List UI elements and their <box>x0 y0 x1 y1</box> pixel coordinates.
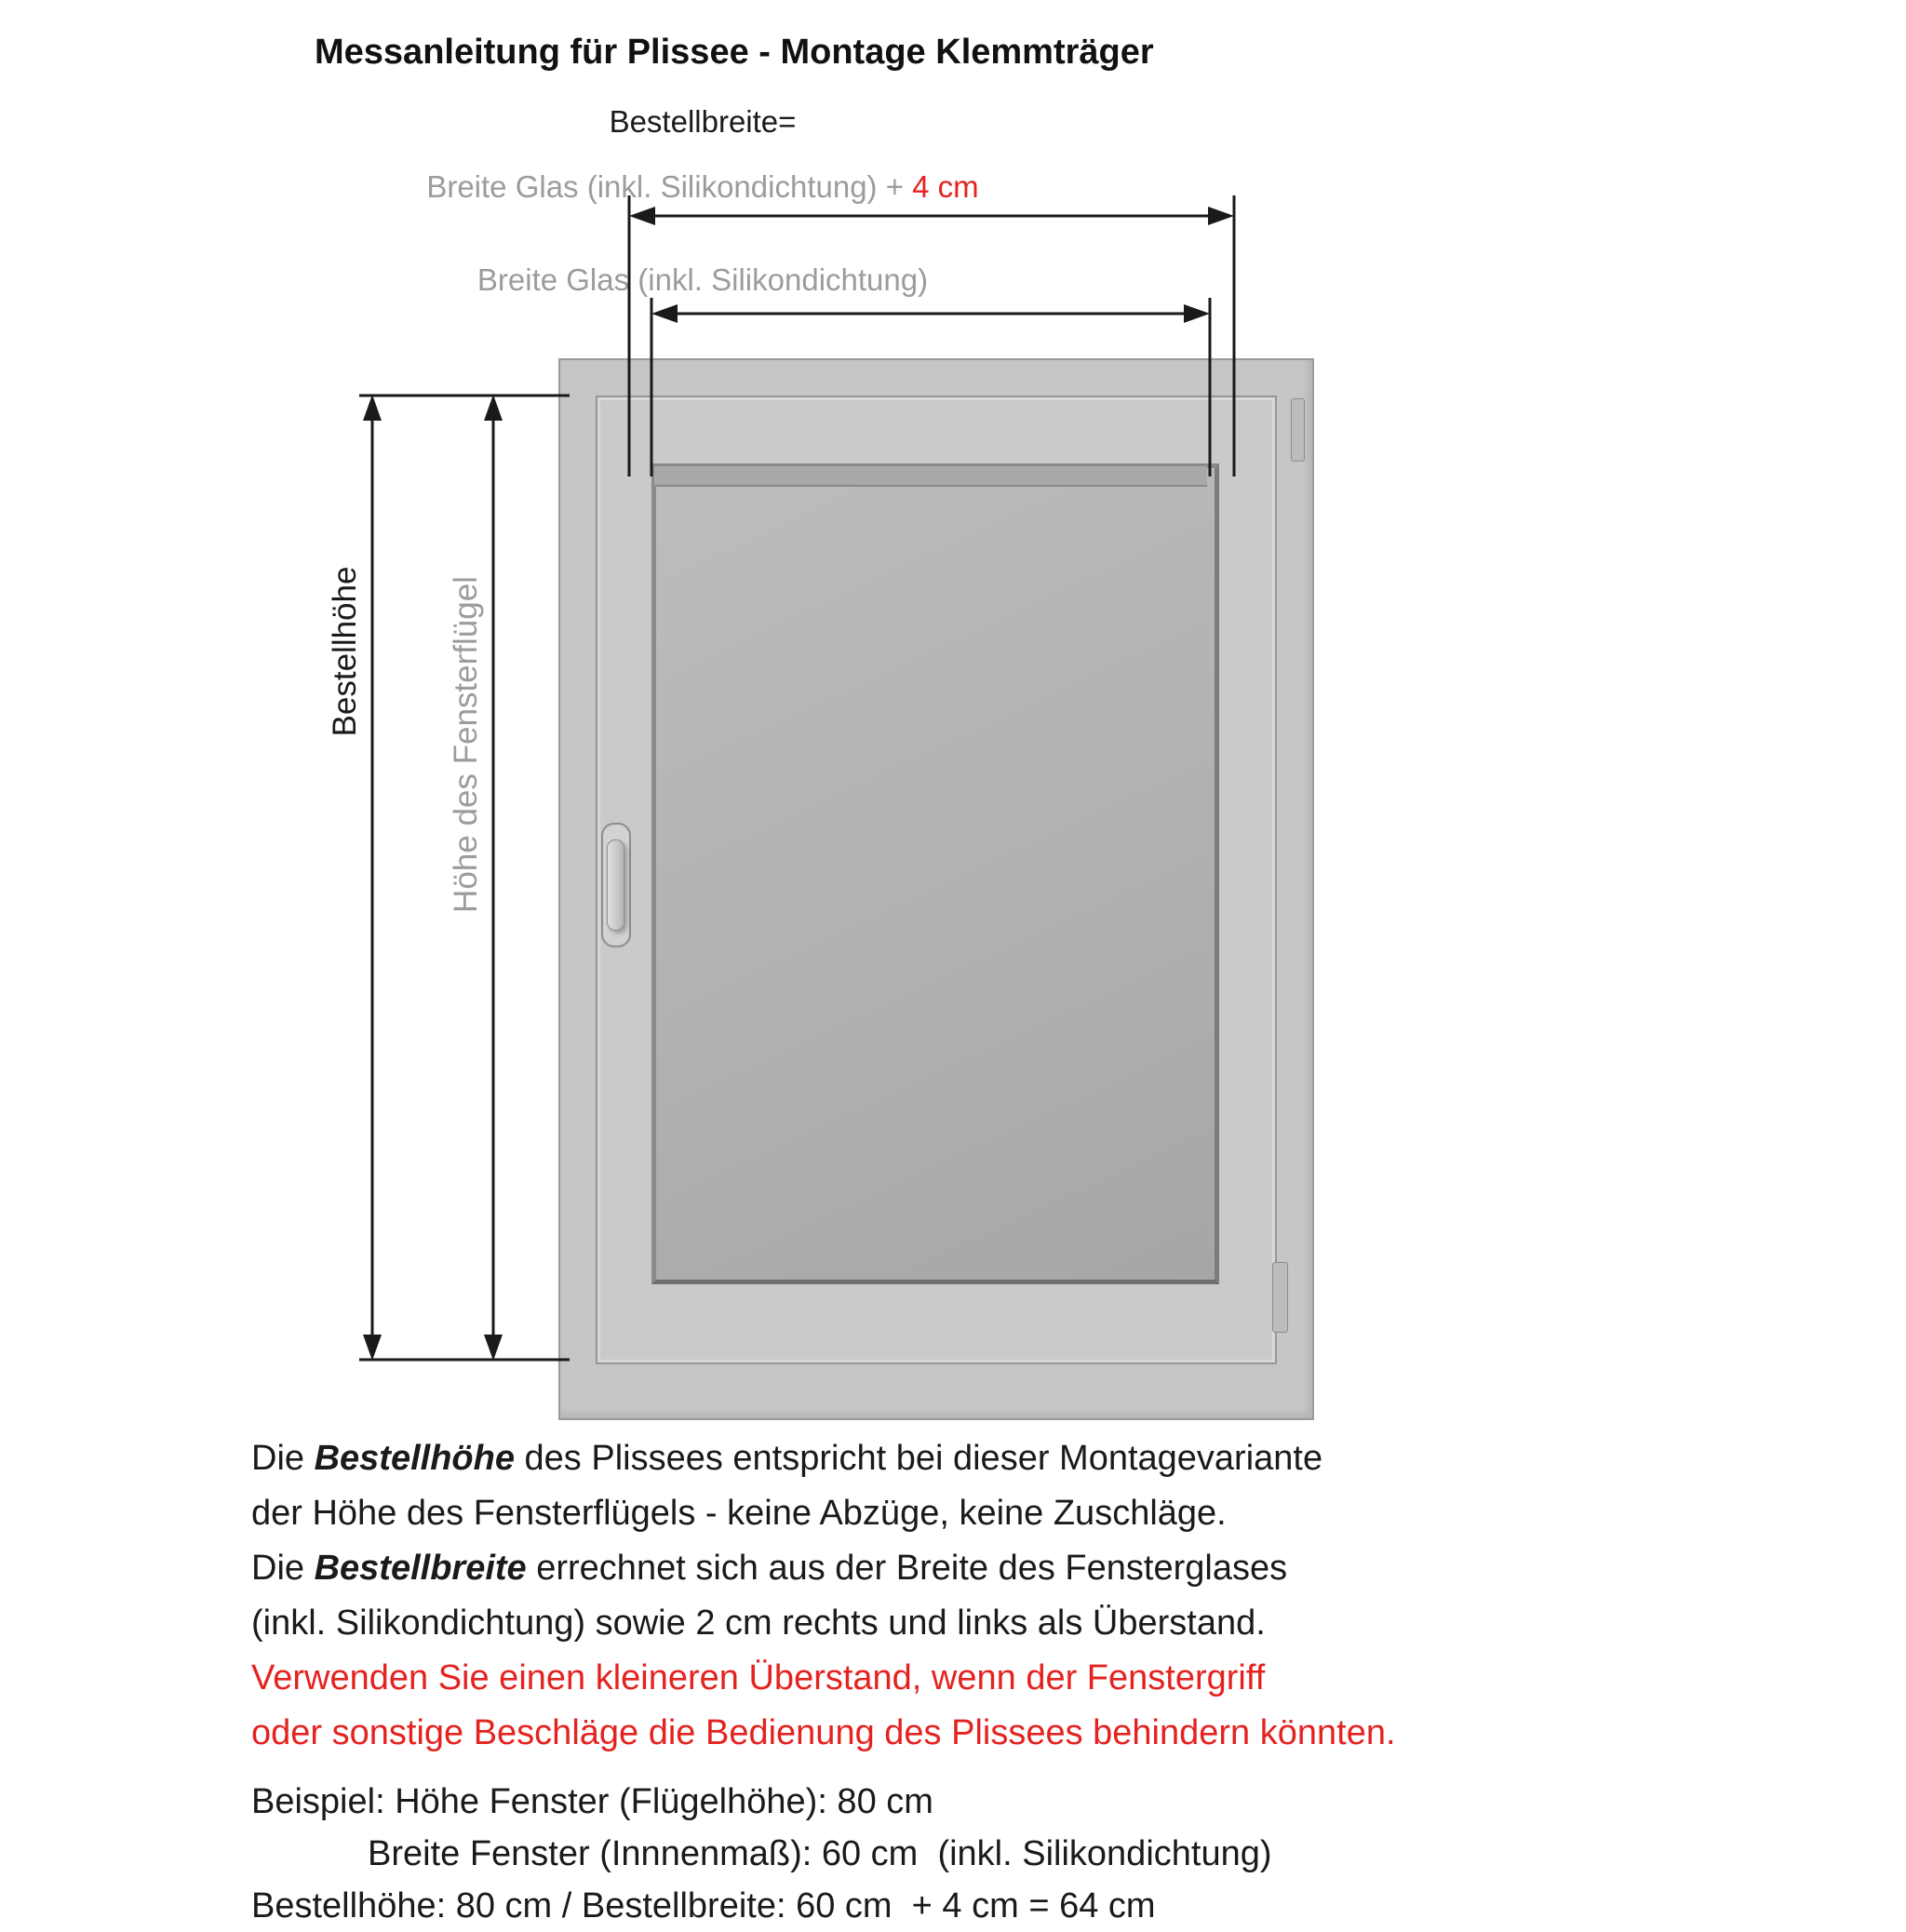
example-line-3: Bestellhöhe: 80 cm / Bestellbreite: 60 cm + 4 cm = 64 cm <box>251 1886 1156 1925</box>
hinge-top-icon <box>1291 398 1305 462</box>
sash-height-label: Höhe des Fensterflügel <box>448 576 484 913</box>
example-line-2: Breite Fenster (Innnenmaß): 60 cm (inkl. Silikondichtung) <box>368 1834 1272 1873</box>
glass-width-label: Breite Glas (inkl. Silikondichtung) <box>476 262 929 297</box>
description-line-3-pre: Die <box>251 1549 315 1588</box>
window-glass <box>651 463 1219 1284</box>
term-bestellhoehe: Bestellhöhe <box>314 1439 515 1478</box>
description-text <box>251 1431 1396 1761</box>
warning-line-1: Verwenden Sie einen kleineren Überstand, wenn der Fenstergriff <box>251 1658 1266 1697</box>
width-formula-label <box>307 169 1098 205</box>
description-line-3-post: errechnet sich aus der Breite des Fensterglases <box>526 1549 1288 1588</box>
order-height-label: Bestellhöhe <box>327 566 363 737</box>
example-line-1: Beispiel: Höhe Fenster (Flügelhöhe): 80 cm <box>251 1782 933 1821</box>
page-title: Messanleitung für Plissee - Montage Klemmträger <box>315 33 1154 73</box>
order-width-label: Bestellbreite= <box>609 104 797 139</box>
window-handle-icon <box>607 839 624 931</box>
hinge-bottom-icon <box>1272 1262 1288 1333</box>
description-line-4: (inkl. Silikondichtung) sowie 2 cm rechts und links als Überstand. <box>251 1603 1266 1643</box>
description-line-1-post: des Plissees entspricht bei dieser Montagevariante <box>514 1439 1323 1478</box>
width-formula-red-part: 4 cm <box>912 169 979 204</box>
width-formula-gray-part: Breite Glas (inkl. Silikondichtung) + <box>426 169 913 204</box>
description-line-1-pre: Die <box>251 1439 315 1478</box>
example-text <box>251 1776 1272 1932</box>
description-line-2: der Höhe des Fensterflügels - keine Abzüge, keine Zuschläge. <box>251 1494 1227 1533</box>
plissee-top-rail <box>654 466 1207 487</box>
term-bestellbreite: Bestellbreite <box>314 1549 527 1588</box>
height-arrow-order <box>363 395 382 1361</box>
description-line-1 <box>251 1431 1396 1486</box>
warning-line-2: oder sonstige Beschläge die Bedienung des Plissees behindern könnten. <box>251 1713 1396 1752</box>
description-line-3 <box>251 1541 1396 1596</box>
height-arrow-sash <box>484 395 503 1361</box>
